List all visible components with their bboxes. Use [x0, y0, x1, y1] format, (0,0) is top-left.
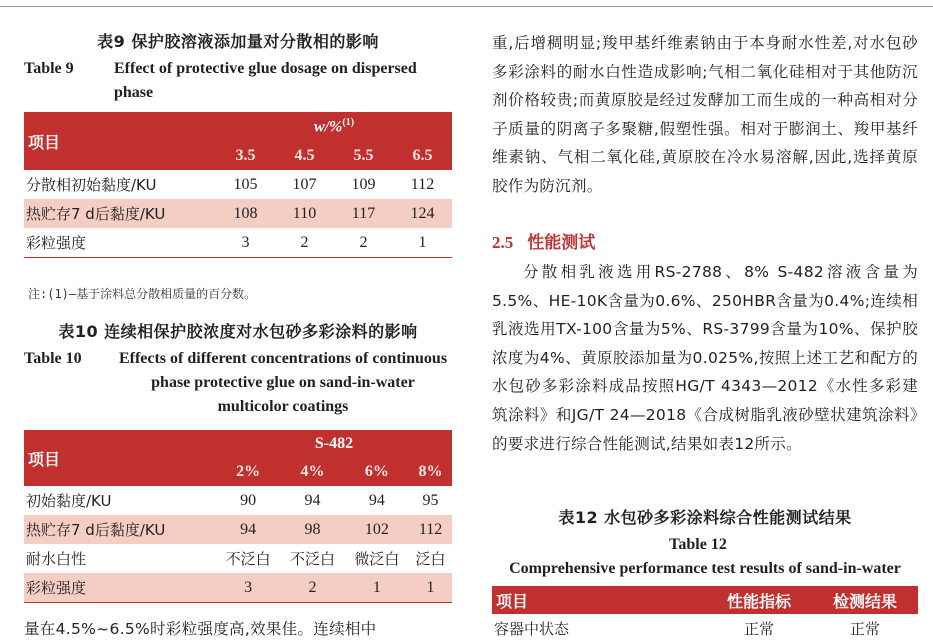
table-row [24, 544, 452, 573]
table9-row2-label: 彩粒强度 [26, 234, 87, 252]
table9-row0-v0: 105 [233, 175, 258, 193]
table-row [24, 573, 452, 603]
table9-col-1: 4.5 [294, 146, 315, 164]
top-rule [0, 6, 933, 7]
table10-row1-label: 热贮存7 d后黏度/KU [26, 521, 166, 539]
table10-row1-v1: 98 [304, 520, 321, 538]
table12-header-result: 检测结果 [832, 591, 897, 611]
table12 [492, 586, 918, 643]
table9-col-2: 5.5 [353, 146, 374, 164]
left-bottom-text: 量在4.5%~6.5%时彩粒强度高,效果佳。连续相中 [24, 620, 377, 638]
table9-row0-v2: 109 [351, 175, 376, 193]
table10-row0-v1: 94 [304, 491, 321, 509]
table12-caption-en-text: Comprehensive performance test results of sand-in-water multicolor paint [509, 560, 901, 601]
table9-row2-v0: 3 [241, 233, 250, 251]
table10-header-row [24, 430, 452, 458]
table10-col-1: 4% [300, 463, 325, 480]
table-row [24, 228, 452, 258]
table10-row0-v3: 95 [422, 491, 439, 509]
table-row [492, 614, 918, 643]
table10-row2-label: 耐水白性 [26, 550, 87, 568]
table9-caption-en-text: Effect of protective glue dosage on dispersed phase [114, 60, 417, 101]
section-heading [492, 228, 918, 253]
table-row [24, 515, 452, 544]
table10-caption-en [24, 347, 452, 419]
table10-caption-cn: 表10 连续相保护胶浓度对水包砂多彩涂料的影响 [58, 322, 418, 341]
table10-row2-v2: 微泛白 [354, 550, 400, 568]
table9-caption-cn: 表9 保护胶溶液添加量对分散相的影响 [97, 32, 379, 51]
table9-header-row [24, 112, 452, 141]
table9 [24, 112, 452, 258]
table9-caption-en [24, 57, 452, 105]
table12-header-item: 项目 [496, 591, 529, 611]
section-number: 2.5 [492, 233, 514, 252]
table10-row0-label: 初始黏度/KU [26, 492, 112, 510]
table9-col-0: 3.5 [235, 146, 256, 164]
table9-row0-v3: 112 [410, 175, 435, 193]
table9-row1-v2: 117 [351, 204, 376, 222]
table9-note: 注:(1)—基于涂料总分散相质量的百分数。 [28, 287, 257, 301]
table10-col-2: 6% [364, 463, 389, 480]
table10-caption-en-label: Table 10 [24, 350, 82, 367]
table-row [24, 170, 452, 199]
section-title: 性能测试 [527, 233, 596, 253]
table9-row2-v1: 2 [300, 233, 309, 251]
table10-row3-label: 彩粒强度 [26, 579, 87, 597]
table12-row0-v0: 正常 [743, 620, 774, 638]
right-para-2: 分散相乳液选用RS-2788、8% S-482溶液含量为5.5%、HE-10K含量为0.6%、250HBR含量为0.4%;连续相乳液选用TX-100含量为5%、RS-3799含量为10%、保护胶浓度为4%、黄原胶添加量为0.025%,按照上述工艺和配方的水包砂多彩涂料成品按照HG/T 4343—2012《水性多彩建筑涂料》和JG/T 24—2018《合成树脂乳液砂壁状建筑涂料》的要求进行综合性能测试,结果如表12所示。 [492, 263, 918, 453]
table10 [24, 430, 452, 603]
table10-row1-v3: 112 [418, 520, 443, 538]
table12-header-row [492, 586, 918, 614]
table9-header-item: 项目 [28, 132, 61, 152]
table10-row0-v0: 90 [240, 491, 257, 509]
right-para-1: 重,后增稠明显;羧甲基纤维素钠由于本身耐水性差,对水包砂多彩涂料的耐水白性造成影响;气相二氧化硅相对于其他防沉剂价格较贵;而黄原胶是经过发酵加工而生成的一种高相对分子质量的阴离子多聚糖,假塑性强。相对于膨润土、羧甲基纤维素钠、气相二氧化硅,黄原胶在冷水易溶解,因此,选择黄原胶作为防沉剂。 [492, 34, 918, 195]
table-row [24, 486, 452, 515]
table12-caption-en-label: Table 12 [669, 536, 727, 553]
table9-row0-v1: 107 [292, 175, 317, 193]
table9-row1-label: 热贮存7 d后黏度/KU [26, 205, 166, 223]
table9-row0-label: 分散相初始黏度/KU [26, 176, 157, 194]
table10-row3-v2: 1 [372, 578, 381, 596]
table12-header-spec: 性能指标 [726, 591, 791, 611]
table10-row0-v2: 94 [368, 491, 385, 509]
table10-row3-v3: 1 [426, 578, 435, 596]
table10-header-item: 项目 [28, 449, 61, 469]
table9-col-3: 6.5 [412, 146, 433, 164]
table10-row1-v2: 102 [364, 520, 389, 538]
table9-header-group-label: w/% [313, 118, 343, 136]
table9-row1-v0: 108 [233, 204, 258, 222]
table9-row1-v3: 124 [410, 204, 435, 222]
table12-caption-cn: 表12 水包砂多彩涂料综合性能测试结果 [558, 508, 852, 527]
table9-row1-v1: 110 [292, 204, 317, 222]
table10-row3-v1: 2 [308, 578, 317, 596]
table12-row0-v1: 正常 [849, 620, 880, 638]
table10-row2-v1: 不泛白 [290, 550, 336, 568]
table10-col-0: 2% [236, 463, 261, 480]
table9-header-group [216, 112, 452, 141]
table10-row1-v0: 94 [240, 520, 257, 538]
table9-caption-en-label: Table 9 [24, 60, 74, 77]
table10-row3-v0: 3 [244, 578, 253, 596]
table9-row2-v3: 1 [418, 233, 427, 251]
table10-col-3: 8% [418, 463, 443, 480]
table10-caption-en-text: Effects of different concentrations of continuous phase protective glue on sand-in-water multicolor coatings [118, 350, 448, 415]
table10-row2-v3: 泛白 [415, 550, 446, 568]
table9-row2-v2: 2 [359, 233, 368, 251]
table10-header-group: S-482 [314, 435, 354, 452]
table-row [24, 199, 452, 228]
table12-row0-label: 容器中状态 [494, 620, 570, 638]
table10-row2-v0: 不泛白 [225, 550, 271, 568]
table9-header-group-sup: (1) [342, 116, 355, 128]
